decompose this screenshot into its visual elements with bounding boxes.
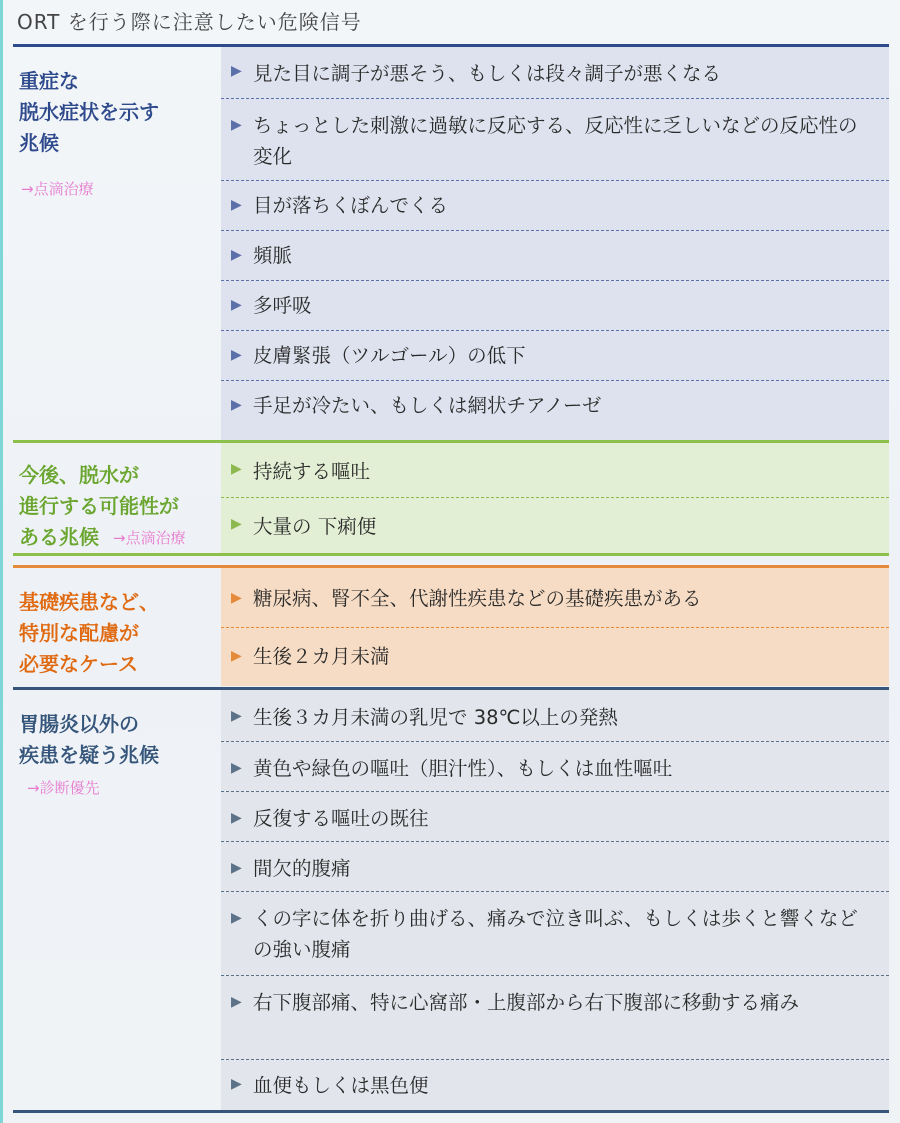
list-item: ▶ 右下腹部痛、特に心窩部・上腹部から右下腹部に移動する痛み	[221, 976, 889, 1060]
list-item: ▶ 血便もしくは黒色便	[231, 1074, 429, 1097]
list-item: ▶ 目が落ちくぼんでくる	[221, 181, 889, 231]
list-item: ▶ 生後３カ月未満の乳児で 38℃以上の発熱	[221, 690, 889, 742]
triangle-bullet-icon: ▶	[231, 994, 242, 1010]
list-item: ▶ くの字に体を折り曲げる、痛みで泣き叫ぶ、もしくは歩くと響くなどの強い腹痛	[221, 892, 889, 976]
triangle-bullet-icon: ▶	[231, 461, 242, 477]
section-note: →診断優先	[27, 779, 100, 797]
triangle-bullet-icon: ▶	[231, 247, 242, 263]
section-severe-dehydration	[13, 44, 889, 440]
triangle-bullet-icon: ▶	[231, 197, 242, 213]
list-item: ▶ 反復する嘔吐の既往	[221, 792, 889, 842]
triangle-bullet-icon: ▶	[231, 297, 242, 313]
list-item: ▶ 多呼吸	[221, 281, 889, 331]
list-item: ▶ ちょっとした刺激に過敏に反応する、反応性に乏しいなどの反応性の変化	[221, 99, 889, 181]
section-other-disease	[13, 687, 889, 1113]
triangle-bullet-icon: ▶	[231, 347, 242, 363]
section-special-care	[13, 565, 889, 687]
triangle-bullet-icon: ▶	[231, 910, 242, 926]
triangle-bullet-icon: ▶	[231, 397, 242, 413]
triangle-bullet-icon: ▶	[231, 516, 242, 532]
item-list	[221, 47, 889, 440]
triangle-bullet-icon: ▶	[231, 1076, 242, 1092]
triangle-bullet-icon: ▶	[231, 760, 242, 776]
triangle-bullet-icon: ▶	[231, 648, 242, 664]
section-note: →点滴治療	[21, 180, 94, 198]
section-rule	[13, 1110, 889, 1113]
triangle-bullet-icon: ▶	[231, 63, 242, 79]
item-list	[221, 568, 889, 686]
list-item: ▶ 手足が冷たい、もしくは網状チアノーゼ	[231, 394, 602, 417]
list-item: ▶ 見た目に調子が悪そう、もしくは段々調子が悪くなる	[221, 47, 889, 99]
list-item: ▶ 持続する嘔吐	[221, 443, 889, 498]
section-rule	[13, 553, 889, 556]
page-title: ORT を行う際に注意したい危険信号	[17, 10, 362, 34]
item-list	[221, 443, 889, 553]
item-list	[221, 690, 889, 1113]
section-label: 基礎疾患など、 特別な配慮が 必要なケース	[19, 590, 159, 676]
list-item: ▶ 生後２カ月未満	[231, 645, 390, 668]
list-item: ▶ 糖尿病、腎不全、代謝性疾患などの基礎疾患がある	[221, 568, 889, 628]
section-label: 重症な 脱水症状を示す 兆候	[19, 69, 159, 155]
triangle-bullet-icon: ▶	[231, 708, 242, 724]
section-label: 今後、脱水が 進行する可能性が ある兆候	[19, 463, 179, 549]
list-item: ▶ 大量の 下痢便	[231, 515, 377, 538]
section-label: 胃腸炎以外の 疾患を疑う兆候	[19, 712, 159, 767]
triangle-bullet-icon: ▶	[231, 860, 242, 876]
triangle-bullet-icon: ▶	[231, 810, 242, 826]
list-item: ▶ 頻脈	[221, 231, 889, 281]
section-note: →点滴治療	[113, 529, 186, 547]
list-item: ▶ 皮膚緊張（ツルゴール）の低下	[221, 331, 889, 381]
list-item: ▶ 間欠的腹痛	[221, 842, 889, 892]
triangle-bullet-icon: ▶	[231, 590, 242, 606]
list-item: ▶ 黄色や緑色の嘔吐（胆汁性）、もしくは血性嘔吐	[221, 742, 889, 792]
section-progressing-dehydration	[13, 440, 889, 556]
triangle-bullet-icon: ▶	[231, 117, 242, 133]
